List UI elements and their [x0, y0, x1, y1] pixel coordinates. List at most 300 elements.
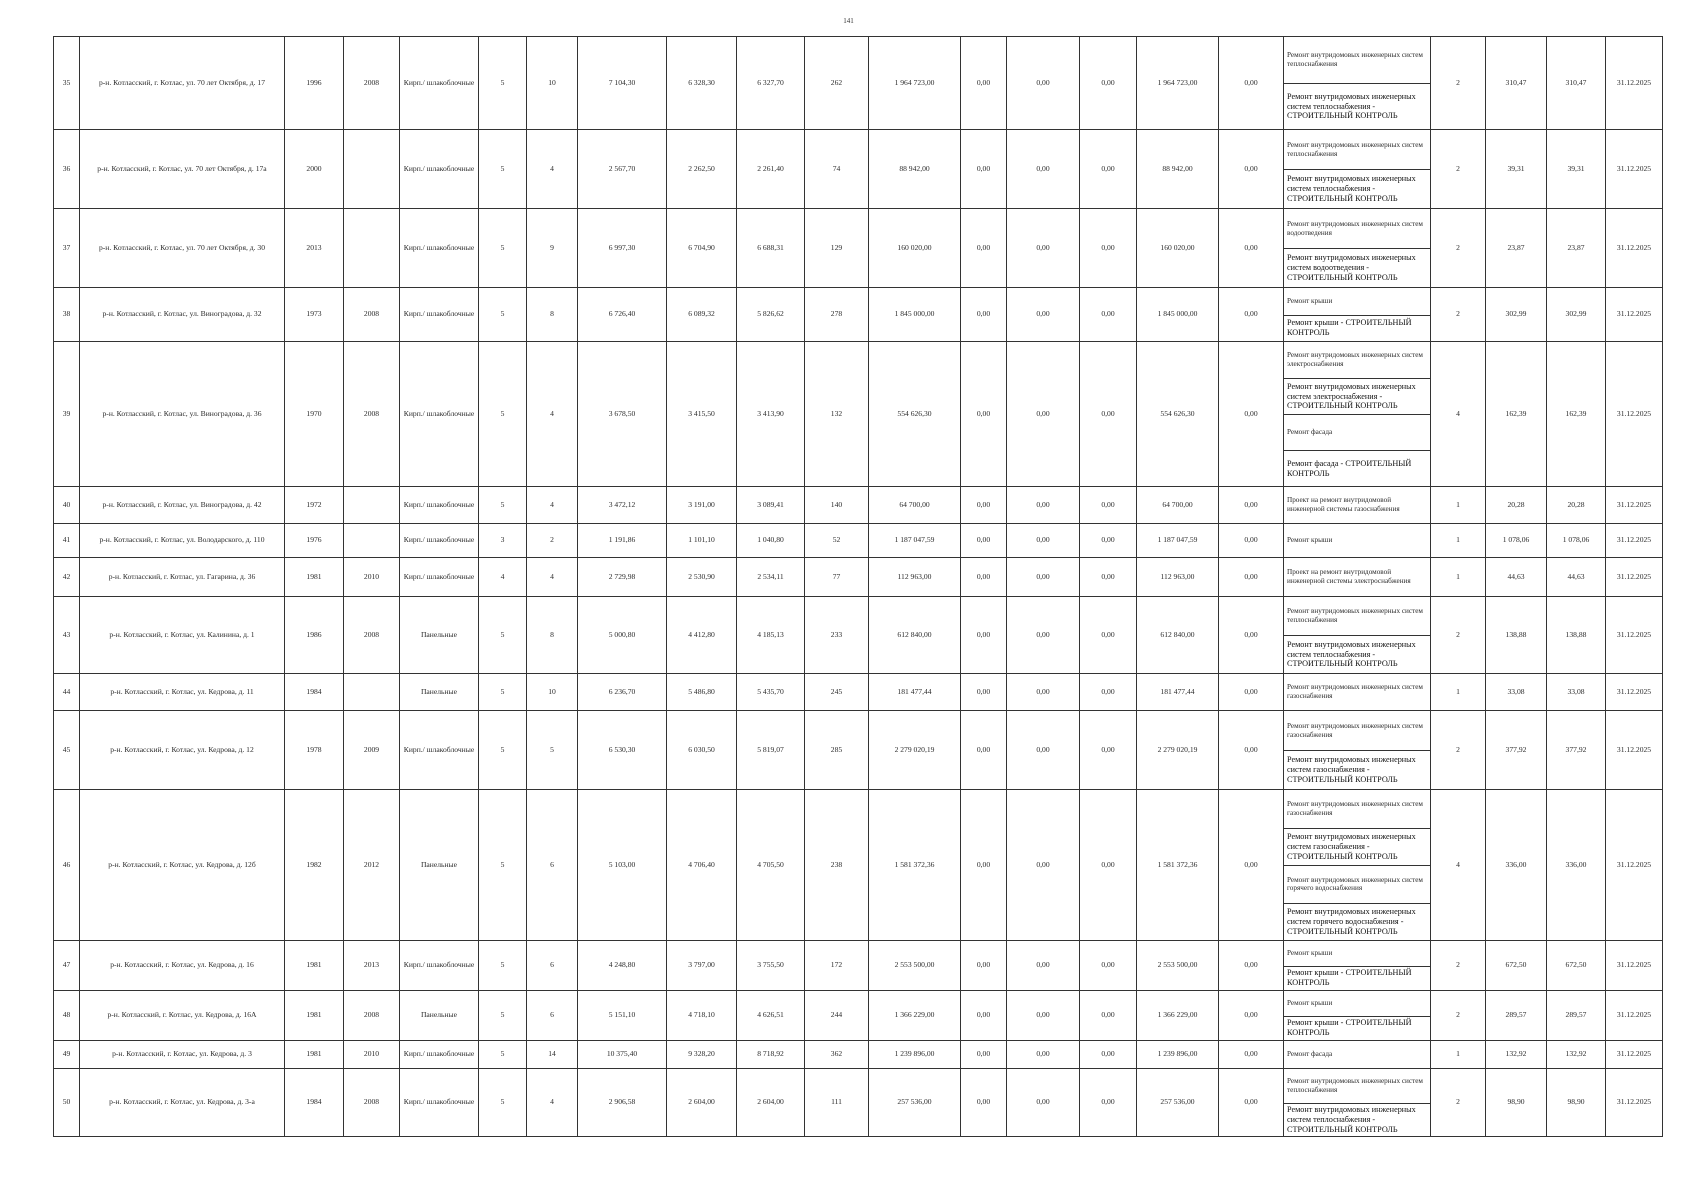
fund-regional-cell: 0,00: [1007, 342, 1080, 487]
works-count-cell: 1: [1431, 524, 1486, 558]
total-cost-cell: 160 020,00: [869, 209, 961, 288]
fund-other-cell: 0,00: [1219, 790, 1284, 941]
total-area-cell: 1 191,86: [578, 524, 667, 558]
table-row: [54, 487, 1663, 524]
unit-cost-cell: 20,28: [1486, 487, 1547, 524]
fund-other-cell: 0,00: [1219, 991, 1284, 1041]
floors-cell: 5: [479, 711, 527, 790]
address-cell: р-н. Котласский, г. Котлас, ул. Кедрова, д. 3-а: [80, 1069, 285, 1137]
living-area-cell: 4 626,51: [737, 991, 805, 1041]
floors-cell: 5: [479, 288, 527, 342]
wall-material-cell: Кирп./ шлакоблочные: [400, 941, 479, 991]
work-item: Ремонт фасада - СТРОИТЕЛЬНЫЙ КОНТРОЛЬ: [1284, 450, 1430, 486]
deadline-cell: 31.12.2025: [1606, 524, 1663, 558]
living-area-cell: 2 534,11: [737, 558, 805, 597]
work-item: Ремонт фасада: [1284, 414, 1430, 450]
fund-owners-cell: 88 942,00: [1137, 130, 1219, 209]
fund-federal-cell: 0,00: [961, 130, 1007, 209]
works-cell: [1284, 487, 1431, 524]
unit-cost-limit-cell: 377,92: [1547, 711, 1606, 790]
premises-area-cell: 9 328,20: [667, 1041, 737, 1069]
total-cost-cell: 112 963,00: [869, 558, 961, 597]
floors-cell: 5: [479, 1041, 527, 1069]
works-count-cell: 4: [1431, 790, 1486, 941]
fund-owners-cell: 1 964 723,00: [1137, 37, 1219, 130]
deadline-cell: 31.12.2025: [1606, 597, 1663, 674]
living-area-cell: 4 185,13: [737, 597, 805, 674]
residents-cell: 285: [805, 711, 869, 790]
floors-cell: 5: [479, 37, 527, 130]
unit-cost-limit-cell: 302,99: [1547, 288, 1606, 342]
wall-material-cell: Панельные: [400, 597, 479, 674]
total-area-cell: 6 236,70: [578, 674, 667, 711]
works-count-cell: 1: [1431, 674, 1486, 711]
unit-cost-limit-cell: 289,57: [1547, 991, 1606, 1041]
residents-cell: 129: [805, 209, 869, 288]
unit-cost-limit-cell: 310,47: [1547, 37, 1606, 130]
last-repair-year-cell: [344, 209, 400, 288]
unit-cost-cell: 138,88: [1486, 597, 1547, 674]
residents-cell: 52: [805, 524, 869, 558]
fund-owners-cell: 2 553 500,00: [1137, 941, 1219, 991]
fund-other-cell: 0,00: [1219, 37, 1284, 130]
fund-local-cell: 0,00: [1080, 209, 1137, 288]
deadline-cell: 31.12.2025: [1606, 37, 1663, 130]
fund-other-cell: 0,00: [1219, 1069, 1284, 1137]
work-item: Ремонт крыши: [1287, 948, 1333, 957]
row-number: 37: [54, 209, 80, 288]
entrances-cell: 4: [527, 342, 578, 487]
last-repair-year-cell: [344, 674, 400, 711]
floors-cell: 5: [479, 487, 527, 524]
living-area-cell: 3 089,41: [737, 487, 805, 524]
entrances-cell: 14: [527, 1041, 578, 1069]
entrances-cell: 4: [527, 1069, 578, 1137]
address-cell: р-н. Котласский, г. Котлас, ул. Кедрова, д. 16А: [80, 991, 285, 1041]
address-cell: р-н. Котласский, г. Котлас, ул. 70 лет Октября, д. 17: [80, 37, 285, 130]
row-number: 46: [54, 790, 80, 941]
living-area-cell: 2 604,00: [737, 1069, 805, 1137]
fund-local-cell: 0,00: [1080, 558, 1137, 597]
fund-other-cell: 0,00: [1219, 941, 1284, 991]
wall-material-cell: Кирп./ шлакоблочные: [400, 209, 479, 288]
table-row: [54, 1041, 1663, 1069]
unit-cost-cell: 33,08: [1486, 674, 1547, 711]
fund-federal-cell: 0,00: [961, 209, 1007, 288]
total-cost-cell: 64 700,00: [869, 487, 961, 524]
unit-cost-cell: 336,00: [1486, 790, 1547, 941]
residents-cell: 77: [805, 558, 869, 597]
wall-material-cell: Панельные: [400, 674, 479, 711]
row-number: 50: [54, 1069, 80, 1137]
fund-regional-cell: 0,00: [1007, 597, 1080, 674]
works-cell: [1284, 558, 1431, 597]
deadline-cell: 31.12.2025: [1606, 1069, 1663, 1137]
fund-federal-cell: 0,00: [961, 790, 1007, 941]
address-cell: р-н. Котласский, г. Котлас, ул. Кедрова, д. 12б: [80, 790, 285, 941]
fund-local-cell: 0,00: [1080, 342, 1137, 487]
wall-material-cell: Панельные: [400, 790, 479, 941]
fund-federal-cell: 0,00: [961, 941, 1007, 991]
work-item: Ремонт крыши - СТРОИТЕЛЬНЫЙ КОНТРОЛЬ: [1284, 1016, 1430, 1041]
work-item: Ремонт внутридомовых инженерных систем газоснабжения - СТРОИТЕЛЬНЫЙ КОНТРОЛЬ: [1284, 750, 1430, 789]
total-cost-cell: 2 553 500,00: [869, 941, 961, 991]
total-area-cell: 6 997,30: [578, 209, 667, 288]
total-cost-cell: 88 942,00: [869, 130, 961, 209]
total-cost-cell: 1 239 896,00: [869, 1041, 961, 1069]
build-year-cell: 1970: [285, 342, 344, 487]
deadline-cell: 31.12.2025: [1606, 941, 1663, 991]
wall-material-cell: Кирп./ шлакоблочные: [400, 130, 479, 209]
premises-area-cell: 3 415,50: [667, 342, 737, 487]
row-number: 39: [54, 342, 80, 487]
floors-cell: 5: [479, 597, 527, 674]
residents-cell: 140: [805, 487, 869, 524]
work-item: Проект на ремонт внутридомовой инженерной системы газоснабжения: [1287, 496, 1400, 513]
fund-owners-cell: 1 187 047,59: [1137, 524, 1219, 558]
build-year-cell: 1976: [285, 524, 344, 558]
floors-cell: 5: [479, 790, 527, 941]
unit-cost-cell: 98,90: [1486, 1069, 1547, 1137]
living-area-cell: 3 755,50: [737, 941, 805, 991]
wall-material-cell: Кирп./ шлакоблочные: [400, 558, 479, 597]
table-row: [54, 674, 1663, 711]
fund-federal-cell: 0,00: [961, 37, 1007, 130]
build-year-cell: 2000: [285, 130, 344, 209]
work-item: Ремонт внутридомовых инженерных систем теплоснабжения: [1287, 140, 1423, 158]
works-count-cell: 1: [1431, 1041, 1486, 1069]
address-cell: р-н. Котласский, г. Котлас, ул. Виноградова, д. 32: [80, 288, 285, 342]
living-area-cell: 6 327,70: [737, 37, 805, 130]
floors-cell: 3: [479, 524, 527, 558]
fund-regional-cell: 0,00: [1007, 674, 1080, 711]
total-area-cell: 4 248,80: [578, 941, 667, 991]
total-area-cell: 2 567,70: [578, 130, 667, 209]
deadline-cell: 31.12.2025: [1606, 558, 1663, 597]
residents-cell: 172: [805, 941, 869, 991]
premises-area-cell: 6 328,30: [667, 37, 737, 130]
residents-cell: 245: [805, 674, 869, 711]
premises-area-cell: 4 718,10: [667, 991, 737, 1041]
unit-cost-limit-cell: 672,50: [1547, 941, 1606, 991]
fund-local-cell: 0,00: [1080, 487, 1137, 524]
works-count-cell: 2: [1431, 711, 1486, 790]
premises-area-cell: 6 704,90: [667, 209, 737, 288]
residents-cell: 262: [805, 37, 869, 130]
entrances-cell: 9: [527, 209, 578, 288]
deadline-cell: 31.12.2025: [1606, 790, 1663, 941]
fund-federal-cell: 0,00: [961, 991, 1007, 1041]
entrances-cell: 5: [527, 711, 578, 790]
entrances-cell: 10: [527, 37, 578, 130]
floors-cell: 5: [479, 941, 527, 991]
works-count-cell: 2: [1431, 288, 1486, 342]
fund-regional-cell: 0,00: [1007, 487, 1080, 524]
work-item: Ремонт крыши: [1287, 296, 1333, 305]
works-count-cell: 1: [1431, 558, 1486, 597]
total-area-cell: 5 103,00: [578, 790, 667, 941]
fund-federal-cell: 0,00: [961, 288, 1007, 342]
fund-local-cell: 0,00: [1080, 790, 1137, 941]
entrances-cell: 8: [527, 288, 578, 342]
works-cell: [1284, 711, 1431, 790]
works-cell: [1284, 991, 1431, 1041]
unit-cost-cell: 162,39: [1486, 342, 1547, 487]
total-area-cell: 7 104,30: [578, 37, 667, 130]
living-area-cell: 8 718,92: [737, 1041, 805, 1069]
build-year-cell: 1981: [285, 1041, 344, 1069]
works-cell: [1284, 790, 1431, 941]
works-cell: [1284, 1041, 1431, 1069]
wall-material-cell: Кирп./ шлакоблочные: [400, 1041, 479, 1069]
total-area-cell: 2 906,58: [578, 1069, 667, 1137]
work-item: Ремонт фасада: [1287, 1050, 1333, 1059]
row-number: 40: [54, 487, 80, 524]
last-repair-year-cell: [344, 524, 400, 558]
residents-cell: 233: [805, 597, 869, 674]
row-number: 45: [54, 711, 80, 790]
unit-cost-limit-cell: 132,92: [1547, 1041, 1606, 1069]
fund-regional-cell: 0,00: [1007, 524, 1080, 558]
last-repair-year-cell: 2008: [344, 597, 400, 674]
fund-federal-cell: 0,00: [961, 558, 1007, 597]
work-item: Ремонт внутридомовых инженерных систем теплоснабжения - СТРОИТЕЛЬНЫЙ КОНТРОЛЬ: [1284, 83, 1430, 129]
total-area-cell: 5 151,10: [578, 991, 667, 1041]
work-item: Ремонт внутридомовых инженерных систем электроснабжения: [1287, 351, 1423, 368]
build-year-cell: 1986: [285, 597, 344, 674]
row-number: 38: [54, 288, 80, 342]
living-area-cell: 6 688,31: [737, 209, 805, 288]
wall-material-cell: Кирп./ шлакоблочные: [400, 1069, 479, 1137]
entrances-cell: 6: [527, 941, 578, 991]
work-item: Ремонт внутридомовых инженерных систем газоснабжения - СТРОИТЕЛЬНЫЙ КОНТРОЛЬ: [1284, 828, 1430, 866]
unit-cost-cell: 23,87: [1486, 209, 1547, 288]
wall-material-cell: Кирп./ шлакоблочные: [400, 288, 479, 342]
fund-regional-cell: 0,00: [1007, 130, 1080, 209]
floors-cell: 5: [479, 209, 527, 288]
fund-other-cell: 0,00: [1219, 130, 1284, 209]
build-year-cell: 1981: [285, 991, 344, 1041]
fund-owners-cell: 1 239 896,00: [1137, 1041, 1219, 1069]
fund-owners-cell: 2 279 020,19: [1137, 711, 1219, 790]
table-row: [54, 941, 1663, 991]
address-cell: р-н. Котласский, г. Котлас, ул. Калинина, д. 1: [80, 597, 285, 674]
total-area-cell: 10 375,40: [578, 1041, 667, 1069]
fund-other-cell: 0,00: [1219, 524, 1284, 558]
last-repair-year-cell: 2008: [344, 288, 400, 342]
entrances-cell: 8: [527, 597, 578, 674]
page-number: 141: [843, 17, 854, 25]
work-item: Ремонт внутридомовых инженерных систем теплоснабжения - СТРОИТЕЛЬНЫЙ КОНТРОЛЬ: [1284, 1103, 1430, 1137]
works-count-cell: 2: [1431, 209, 1486, 288]
last-repair-year-cell: 2012: [344, 790, 400, 941]
fund-other-cell: 0,00: [1219, 711, 1284, 790]
total-cost-cell: 181 477,44: [869, 674, 961, 711]
unit-cost-cell: 39,31: [1486, 130, 1547, 209]
unit-cost-limit-cell: 20,28: [1547, 487, 1606, 524]
work-item: Ремонт внутридомовых инженерных систем теплоснабжения - СТРОИТЕЛЬНЫЙ КОНТРОЛЬ: [1284, 169, 1430, 208]
work-item: Ремонт внутридомовых инженерных систем горячего водоснабжения - СТРОИТЕЛЬНЫЙ КОНТРОЛЬ: [1284, 903, 1430, 941]
unit-cost-limit-cell: 98,90: [1547, 1069, 1606, 1137]
build-year-cell: 1973: [285, 288, 344, 342]
row-number: 49: [54, 1041, 80, 1069]
table-row: [54, 288, 1663, 342]
total-cost-cell: 1 845 000,00: [869, 288, 961, 342]
works-cell: [1284, 524, 1431, 558]
works-count-cell: 2: [1431, 37, 1486, 130]
total-cost-cell: 1 964 723,00: [869, 37, 961, 130]
work-item: Ремонт внутридомовых инженерных систем газоснабжения: [1287, 683, 1423, 700]
fund-federal-cell: 0,00: [961, 711, 1007, 790]
unit-cost-cell: 44,63: [1486, 558, 1547, 597]
fund-local-cell: 0,00: [1080, 711, 1137, 790]
last-repair-year-cell: 2013: [344, 941, 400, 991]
deadline-cell: 31.12.2025: [1606, 342, 1663, 487]
fund-regional-cell: 0,00: [1007, 790, 1080, 941]
table-body: [54, 37, 1663, 1137]
fund-other-cell: 0,00: [1219, 558, 1284, 597]
fund-owners-cell: 1 581 372,36: [1137, 790, 1219, 941]
work-item: Ремонт внутридомовых инженерных систем теплоснабжения - СТРОИТЕЛЬНЫЙ КОНТРОЛЬ: [1284, 635, 1430, 673]
floors-cell: 4: [479, 558, 527, 597]
fund-local-cell: 0,00: [1080, 674, 1137, 711]
fund-local-cell: 0,00: [1080, 37, 1137, 130]
fund-owners-cell: 181 477,44: [1137, 674, 1219, 711]
fund-local-cell: 0,00: [1080, 1069, 1137, 1137]
unit-cost-cell: 672,50: [1486, 941, 1547, 991]
works-cell: [1284, 37, 1431, 130]
residents-cell: 362: [805, 1041, 869, 1069]
living-area-cell: 3 413,90: [737, 342, 805, 487]
premises-area-cell: 6 089,32: [667, 288, 737, 342]
fund-regional-cell: 0,00: [1007, 288, 1080, 342]
last-repair-year-cell: 2008: [344, 342, 400, 487]
wall-material-cell: Кирп./ шлакоблочные: [400, 37, 479, 130]
build-year-cell: 1981: [285, 941, 344, 991]
entrances-cell: 6: [527, 991, 578, 1041]
deadline-cell: 31.12.2025: [1606, 130, 1663, 209]
living-area-cell: 5 435,70: [737, 674, 805, 711]
work-item: Ремонт крыши - СТРОИТЕЛЬНЫЙ КОНТРОЛЬ: [1284, 315, 1430, 342]
premises-area-cell: 2 262,50: [667, 130, 737, 209]
total-cost-cell: 1 366 229,00: [869, 991, 961, 1041]
premises-area-cell: 2 530,90: [667, 558, 737, 597]
fund-local-cell: 0,00: [1080, 1041, 1137, 1069]
build-year-cell: 1981: [285, 558, 344, 597]
address-cell: р-н. Котласский, г. Котлас, ул. Виноградова, д. 36: [80, 342, 285, 487]
premises-area-cell: 6 030,50: [667, 711, 737, 790]
fund-federal-cell: 0,00: [961, 674, 1007, 711]
premises-area-cell: 3 191,00: [667, 487, 737, 524]
works-count-cell: 2: [1431, 130, 1486, 209]
premises-area-cell: 4 412,80: [667, 597, 737, 674]
fund-federal-cell: 0,00: [961, 524, 1007, 558]
fund-owners-cell: 1 845 000,00: [1137, 288, 1219, 342]
works-cell: [1284, 941, 1431, 991]
build-year-cell: 1984: [285, 1069, 344, 1137]
address-cell: р-н. Котласский, г. Котлас, ул. Володарского, д. 110: [80, 524, 285, 558]
build-year-cell: 1972: [285, 487, 344, 524]
floors-cell: 5: [479, 342, 527, 487]
wall-material-cell: Кирп./ шлакоблочные: [400, 711, 479, 790]
work-item: Ремонт внутридомовых инженерных систем газоснабжения: [1287, 800, 1423, 817]
residents-cell: 278: [805, 288, 869, 342]
unit-cost-cell: 1 078,06: [1486, 524, 1547, 558]
table-row: [54, 790, 1663, 941]
entrances-cell: 6: [527, 790, 578, 941]
fund-regional-cell: 0,00: [1007, 941, 1080, 991]
premises-area-cell: 1 101,10: [667, 524, 737, 558]
fund-local-cell: 0,00: [1080, 524, 1137, 558]
table-row: [54, 130, 1663, 209]
table-row: [54, 209, 1663, 288]
work-item: Ремонт крыши: [1287, 536, 1333, 545]
deadline-cell: 31.12.2025: [1606, 991, 1663, 1041]
wall-material-cell: Кирп./ шлакоблочные: [400, 524, 479, 558]
unit-cost-cell: 302,99: [1486, 288, 1547, 342]
floors-cell: 5: [479, 674, 527, 711]
row-number: 36: [54, 130, 80, 209]
address-cell: р-н. Котласский, г. Котлас, ул. 70 лет Октября, д. 30: [80, 209, 285, 288]
row-number: 48: [54, 991, 80, 1041]
address-cell: р-н. Котласский, г. Котлас, ул. Виноградова, д. 42: [80, 487, 285, 524]
last-repair-year-cell: 2010: [344, 558, 400, 597]
unit-cost-limit-cell: 1 078,06: [1547, 524, 1606, 558]
work-item: Ремонт внутридомовых инженерных систем электроснабжения - СТРОИТЕЛЬНЫЙ КОНТРОЛЬ: [1284, 378, 1430, 414]
fund-regional-cell: 0,00: [1007, 1069, 1080, 1137]
work-item: Ремонт внутридомовых инженерных систем водоотведения: [1287, 219, 1423, 237]
fund-owners-cell: 554 626,30: [1137, 342, 1219, 487]
row-number: 42: [54, 558, 80, 597]
row-number: 41: [54, 524, 80, 558]
unit-cost-cell: 289,57: [1486, 991, 1547, 1041]
last-repair-year-cell: 2009: [344, 711, 400, 790]
unit-cost-cell: 377,92: [1486, 711, 1547, 790]
address-cell: р-н. Котласский, г. Котлас, ул. Кедрова, д. 11: [80, 674, 285, 711]
fund-other-cell: 0,00: [1219, 1041, 1284, 1069]
works-cell: [1284, 1069, 1431, 1137]
fund-regional-cell: 0,00: [1007, 558, 1080, 597]
residents-cell: 111: [805, 1069, 869, 1137]
fund-federal-cell: 0,00: [961, 342, 1007, 487]
unit-cost-limit-cell: 162,39: [1547, 342, 1606, 487]
floors-cell: 5: [479, 1069, 527, 1137]
row-number: 35: [54, 37, 80, 130]
deadline-cell: 31.12.2025: [1606, 674, 1663, 711]
floors-cell: 5: [479, 130, 527, 209]
address-cell: р-н. Котласский, г. Котлас, ул. Кедрова, д. 3: [80, 1041, 285, 1069]
build-year-cell: 1978: [285, 711, 344, 790]
deadline-cell: 31.12.2025: [1606, 288, 1663, 342]
fund-owners-cell: 1 366 229,00: [1137, 991, 1219, 1041]
fund-local-cell: 0,00: [1080, 941, 1137, 991]
total-cost-cell: 1 187 047,59: [869, 524, 961, 558]
works-count-cell: 2: [1431, 1069, 1486, 1137]
work-item: Ремонт внутридомовых инженерных систем водоотведения - СТРОИТЕЛЬНЫЙ КОНТРОЛЬ: [1284, 248, 1430, 287]
works-cell: [1284, 209, 1431, 288]
fund-regional-cell: 0,00: [1007, 991, 1080, 1041]
fund-other-cell: 0,00: [1219, 674, 1284, 711]
fund-federal-cell: 0,00: [961, 1069, 1007, 1137]
last-repair-year-cell: [344, 130, 400, 209]
address-cell: р-н. Котласский, г. Котлас, ул. Кедрова, д. 12: [80, 711, 285, 790]
total-area-cell: 6 530,30: [578, 711, 667, 790]
table-row: [54, 597, 1663, 674]
living-area-cell: 5 826,62: [737, 288, 805, 342]
row-number: 43: [54, 597, 80, 674]
fund-local-cell: 0,00: [1080, 991, 1137, 1041]
deadline-cell: 31.12.2025: [1606, 487, 1663, 524]
